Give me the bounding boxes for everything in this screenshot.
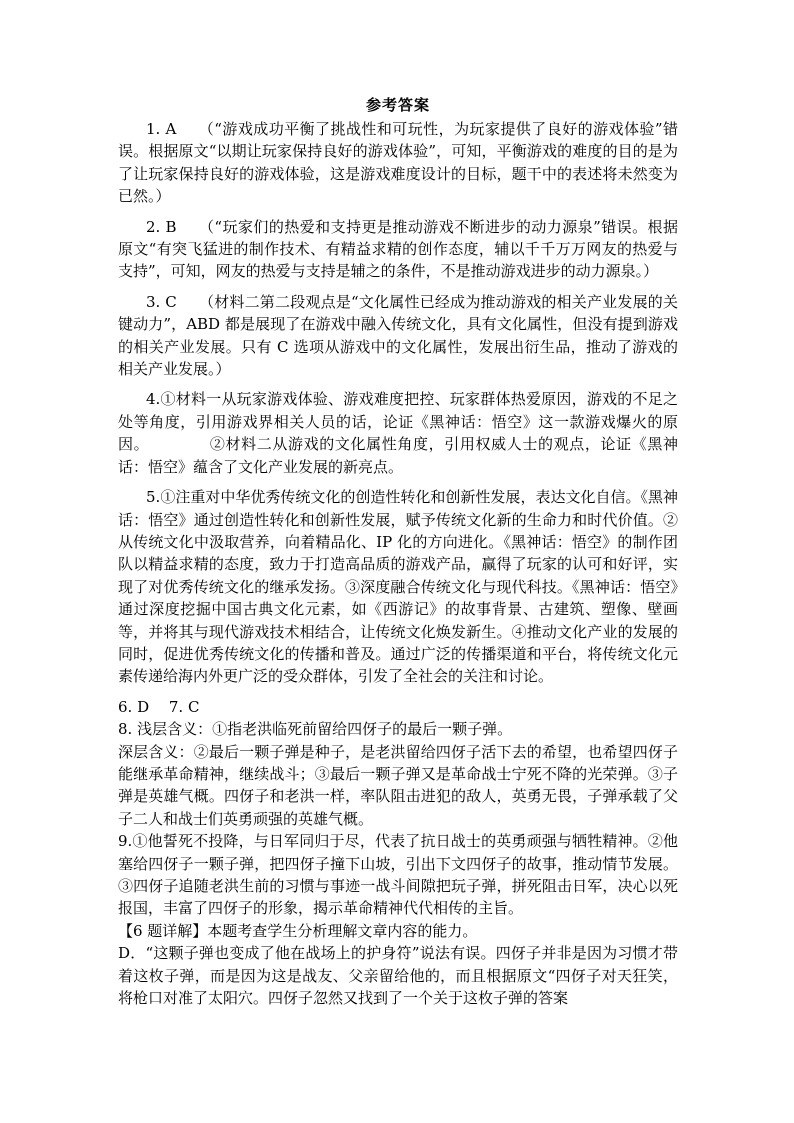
answer-3 — [118, 291, 678, 381]
answer-4 — [118, 388, 678, 478]
answer-8-shallow: 8. 浅层含义：①指老洪临死前留给四伢子的最后一颗子弹。 — [118, 720, 513, 739]
answer-8-deep: 深层含义：②最后一颗子弹是种子，是老洪留给四伢子活下去的希望，也希望四伢子能继承革命精神，继续战斗；③最后一颗子弹又是革命战士宁死不降的光荣弹。③子弹是英雄气概。四伢子和老洪一样，率队阻击进犯的敌人，英勇无畏，子弹承载了父子二人和战士们英勇顽强的英雄气概。 — [118, 742, 678, 828]
answers-6-7: 6. D 7. C — [118, 697, 200, 716]
answer-2-number: 2. B — [146, 217, 177, 236]
question-6-detail-text: D．“这颗子弹也变成了他在战场上的护身符”说法有误。四伢子并非是因为习惯才带着这枚子弹，而是因为这是战友、父亲留给他的，而且根据原文“四伢子对天狂笑，将枪口对准了太阳穴。四伢子忽然又找到了一个关于这枚子弹的答案 — [118, 944, 678, 1008]
answer-3-number: 3. C — [146, 292, 177, 311]
answer-1-number: 1. A — [146, 120, 177, 138]
answer-4-text-b: ②材料二从游戏的文化属性角度，引用权威人士的观点，论证《黑神话：悟空》蕴含了文化产业发展的新亮点。 — [118, 435, 678, 476]
answer-1 — [118, 118, 678, 208]
answer-2 — [118, 216, 678, 283]
answer-2-text: （“玩家们的热爱和支持更是推动游戏不断进步的动力源泉”错误。根据原文“有突飞猛进的制作技术、有精益求精的创作态度，辅以千千万万网友的热爱与支持”，可知，网友的热爱与支持是辅之的条件，不是推动游戏进步的动力源泉。） — [118, 217, 678, 281]
answer-sheet — [118, 94, 678, 1009]
answer-5-text: ①注重对中华优秀传统文化的创造性转化和创新性发展，表达文化自信。《黑神话：悟空》通过创造性转化和创新性发展，赋予传统文化新的生命力和时代价值。②从传统文化中汲取营养，向着精品化、IP 化的方向进化。《黑神话：悟空》的制作团队以精益求精的态度，致力于打造高品质的游戏产品，赢得了玩家的认可和好评，实现了对优秀传统文化的继承发扬。③深度融合传统文化与现代科技。《黑神话：悟空》通过深度挖掘中国古典文化元素，如《西游记》的故事背景、古建筑、塑像、壁画等，并将其与现代游戏技术相结合，让传统文化焕发新生。④推动文化产业的发展的同时，促进优秀传统文化的传播和普及。通过广泛的传播渠道和平台，将传统文化元素传递给海内外更广泛的受众群体，引发了全社会的关注和讨论。 — [118, 488, 678, 686]
answer-5 — [118, 486, 678, 688]
answer-3-text: （材料二第二段观点是“文化属性已经成为推动游戏的相关产业发展的关键动力”，ABD 都是展现了在游戏中融入传统文化，具有文化属性，但没有提到游戏的相关产业发展。只有 C 选项从游戏中的文化属性，发展出衍生品，推动了游戏的相关产业发展。） — [118, 292, 678, 379]
page-title: 参考答案 — [365, 96, 430, 114]
answer-1-text: （“游戏成功平衡了挑战性和可玩性，为玩家提供了良好的游戏体验”错误。根据原文“以期让玩家保持良好的游戏体验”，可知，平衡游戏的难度的目的是为了让玩家保持良好的游戏体验，这是游戏难度设计的目标，题干中的表述将未然变为已然。） — [118, 120, 678, 206]
answer-4-text-a: ①材料一从玩家游戏体验、游戏难度把控、玩家群体热爱原因，游戏的不足之处等角度，引用游戏界相关人员的话，论证《黑神话：悟空》这一款游戏爆火的原因。 — [118, 390, 678, 454]
answer-5-number: 5. — [146, 488, 161, 507]
answer-9: 9.①他誓死不投降，与日军同归于尽，代表了抗日战士的英勇顽强与牺牲精神。②他塞给四伢子一颗子弹，把四伢子撞下山坡，引出下文四伢子的故事，推动情节发展。③四伢子追随老洪生前的习惯与事迹一战斗间隙把玩子弹，拼死阻击日军，决心以死报国，丰富了四伢子的形象，揭示革命精神代代相传的主旨。 — [118, 832, 678, 918]
question-6-detail-heading: 【6 题详解】本题考查学生分析理解文章内容的能力。 — [118, 921, 478, 940]
answer-4-number: 4. — [146, 390, 161, 409]
